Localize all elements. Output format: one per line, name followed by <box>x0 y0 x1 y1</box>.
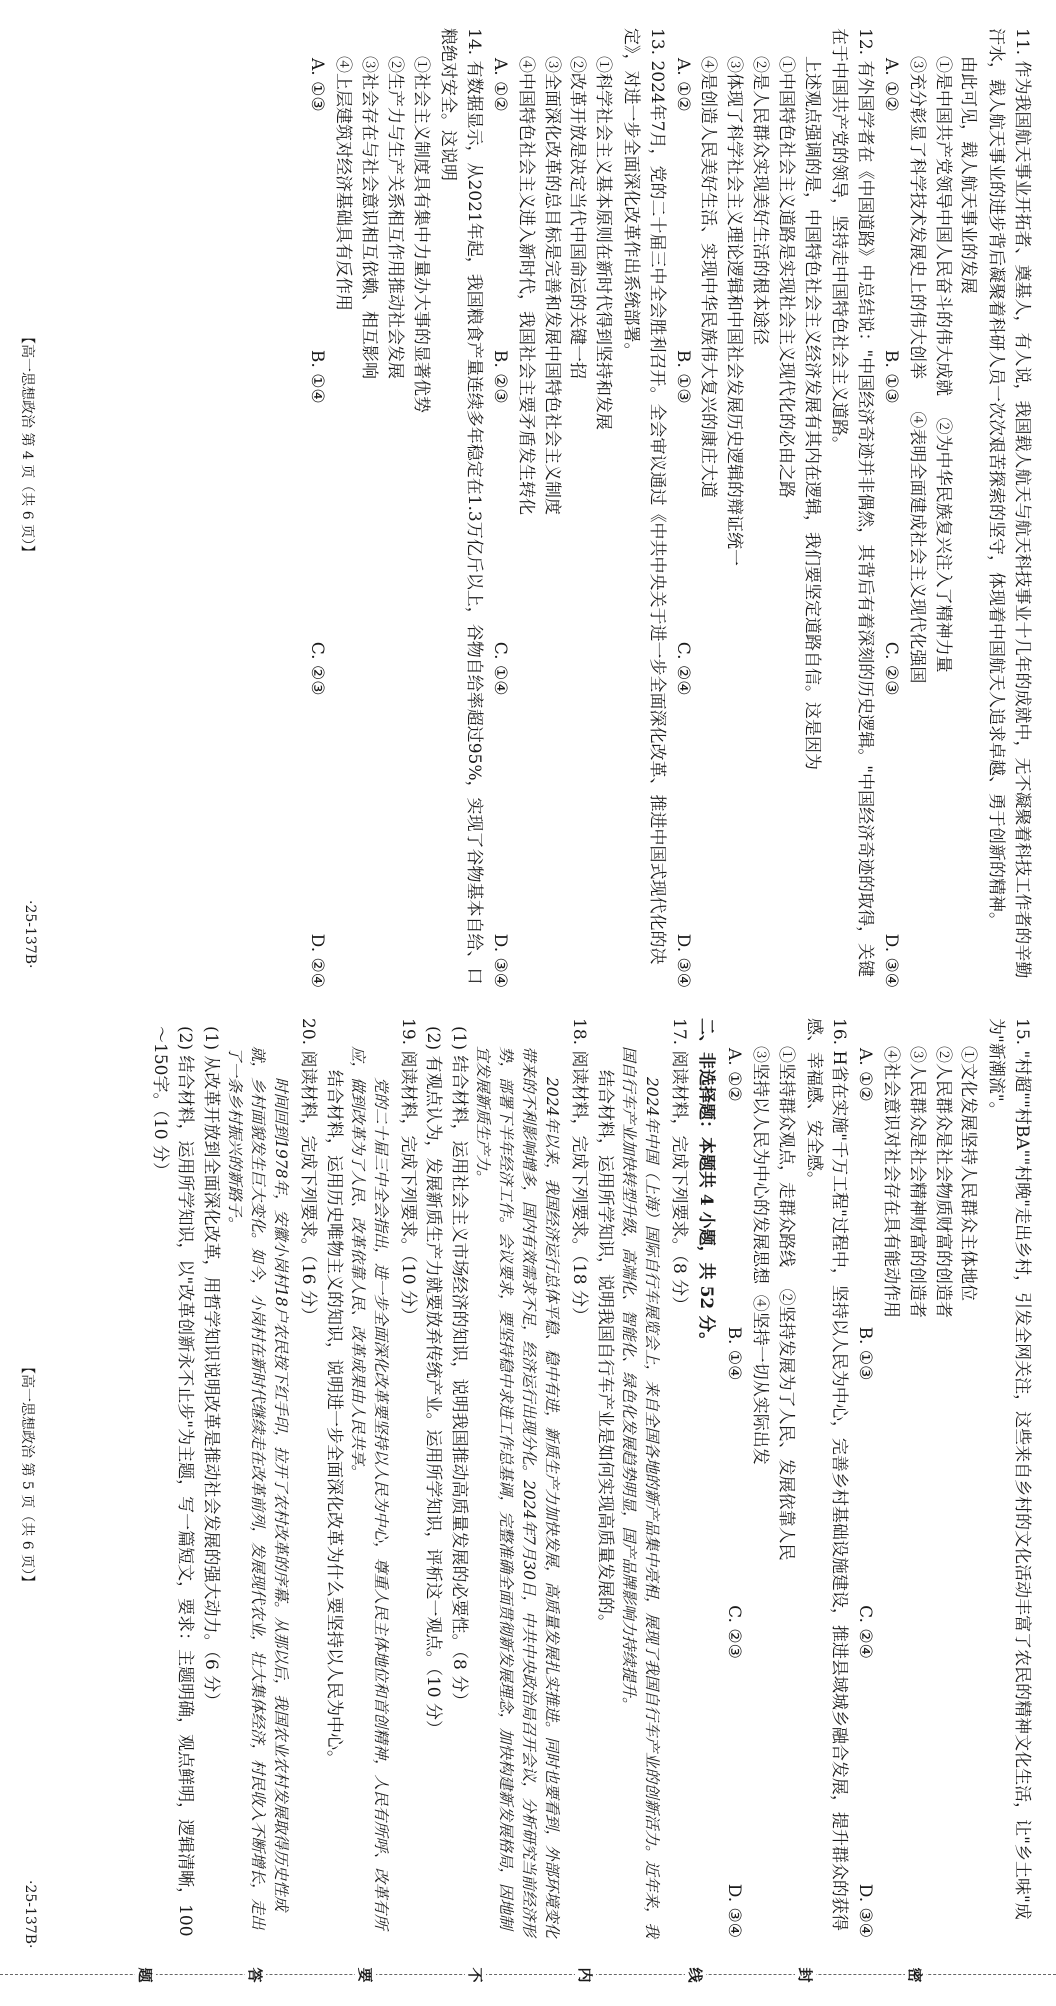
question-14-stem: 14. 有数据显示，从2021年起，我国粮食产量连续多年稳定在1.3万亿斤以上，谷物自给率超过95%，实现了谷物基本自给、口粮绝对安全。这说明 <box>438 28 485 985</box>
option-d[interactable]: D. ③④ <box>672 933 693 988</box>
question-18-stem: 18. 阅读材料，完成下列要求。（18 分） <box>569 1018 590 1324</box>
option-c[interactable]: C. ①④ <box>490 641 511 696</box>
question-18 <box>420 1018 591 1938</box>
option-b[interactable]: B. ②③ <box>490 349 511 404</box>
option-b[interactable]: B. ①③ <box>881 349 902 404</box>
question-11-line: ③充分彰显了科学技术发展史上的伟大创举 ④表明全面建成社会主义现代化强国 <box>906 56 927 684</box>
question-19-stem: 19. 阅读材料，完成下列要求。（10 分） <box>397 1018 418 1324</box>
option-a[interactable]: A. ①② <box>490 58 511 112</box>
option-c[interactable]: C. ②③ <box>307 641 328 696</box>
question-13-options <box>486 28 512 988</box>
question-17-stem: 17. 阅读材料，完成下列要求。（8 分） <box>668 1018 689 1314</box>
page-4-column <box>304 28 1034 988</box>
question-17 <box>591 1018 691 1938</box>
question-11 <box>877 28 1034 988</box>
question-16 <box>720 1018 851 1938</box>
question-16-options <box>720 1018 746 1938</box>
question-14-line: ①社会主义制度具有集中力量办大事的显著优势 <box>410 56 431 413</box>
option-d[interactable]: D. ③④ <box>490 933 511 988</box>
question-13-line: ②改革开放是决定当代中国命运的关键一招 <box>567 56 588 379</box>
option-c[interactable]: C. ②④ <box>855 1605 876 1659</box>
question-19-task: 结合材料，运用历史唯物主义的知识，说明进一步全面深化改革为什么要坚持以人民为中心。 <box>323 1070 344 1767</box>
question-14-line: ③社会存在与社会意识相互依赖、相互影响 <box>359 56 380 379</box>
question-14 <box>304 28 487 988</box>
question-15-line: ①文化发展坚持人民群众主体地位 <box>958 1046 979 1301</box>
question-17-task: 结合材料，运用所学知识，说明我国自行车产业是如何实现高质量发展的。 <box>594 1070 615 1631</box>
option-d[interactable]: D. ③④ <box>855 1883 876 1938</box>
question-12-stem: 12. 有外国学者在《中国道路》中总结说："中国经济奇迹并非偶然，其背后有着深刻的历史逻辑。"中国经济奇迹的取得，关键在于中国共产党的领导，坚持走中国特色社会主义道路。 <box>829 28 876 978</box>
question-18-task-1: (1) 结合材料，运用社会主义市场经济的知识，说明我国推动高质量发展的必要性。（8 分） <box>449 1026 470 1710</box>
question-12-line: ①中国特色社会主义道路是实现社会主义现代化的必由之路 <box>775 56 796 498</box>
option-b[interactable]: B. ①③ <box>855 1326 876 1381</box>
seal-char: 密 <box>906 1967 924 1983</box>
question-11-line: ①是中国共产党领导中国人民奋斗的伟大成就 ②为中华民族复兴注入了精神力量 <box>932 56 953 673</box>
question-14-line: ④上层建筑对经济基础具有反作用 <box>333 56 354 311</box>
page-5-column <box>146 1018 1034 1938</box>
question-12 <box>669 28 877 988</box>
seal-char: 封 <box>796 1967 814 1983</box>
question-12-line: ③体现了科学社会主义理论逻辑和中国社会发展历史逻辑的辩证统一 <box>724 56 745 566</box>
option-c[interactable]: C. ②③ <box>881 641 902 696</box>
question-13-line: ④中国特色社会主义进入新时代，我国社会主要矛盾发生转化 <box>515 56 536 515</box>
option-b[interactable]: B. ①③ <box>672 349 693 404</box>
option-c[interactable]: C. ②③ <box>724 1605 745 1659</box>
question-15-line: ④社会意识对社会存在具有能动作用 <box>881 1046 902 1318</box>
question-15-options <box>851 1018 877 1938</box>
option-a[interactable]: A. ①② <box>724 1048 745 1102</box>
question-11-options <box>877 28 903 988</box>
page-4-code: ·25-137B· <box>22 900 38 969</box>
option-b[interactable]: B. ①④ <box>307 349 328 404</box>
option-a[interactable]: A. ①③ <box>307 58 328 112</box>
question-13-stem: 13. 2024年7月，党的二十届三中全会胜利召开。全会审议通过《中共中央关于进一步全面深化改革、推进中国式现代化的决定》，对进一步全面深化改革作出系统部署。 <box>621 28 667 965</box>
seal-char: 题 <box>136 1967 154 1983</box>
question-12-line: ④是创造人民美好生活、实现中华民族伟大复兴的康庄大道 <box>698 56 719 498</box>
seal-char: 不 <box>466 1967 484 1983</box>
question-13 <box>486 28 669 988</box>
question-16-stem: 16. H省在实施"千万工程"过程中，坚持以人民为中心，完善乡村基础设施建设，推进县域城乡融合发展，提升群众的获得感、幸福感、安全感。 <box>803 1018 850 1931</box>
page-5-footer: 【高一思想政治 第 5 页（共 6 页）】 <box>19 1360 35 1590</box>
question-11-line: 由此可见，载人航天事业的发展 <box>958 56 979 294</box>
question-18-task-2: (2) 有观点认为，发展新质生产力就要放弃传统产业。运用所学知识，评析这一观点。（10 分） <box>423 1026 444 1738</box>
option-a[interactable]: A. ①② <box>881 58 902 112</box>
question-17-material: 2024年中国（上海）国际自行车展览会上，来自全国各地的新产品集中亮相，展现了我国自行车产业的创新活力。近年来，我国自行车产业加快转型升级，高端化、智能化、绿色化发展趋势明显，国产品牌影响力持续提升。 <box>619 1046 661 1938</box>
option-a[interactable]: A. ①② <box>672 58 693 112</box>
question-12-options <box>669 28 695 988</box>
question-15-line: ②人民群众是社会物质财富的创造者 <box>932 1046 953 1318</box>
question-12-line: ②是人民群众实现美好生活的根本途径 <box>750 56 771 345</box>
question-18-material: 2024年以来，我国经济运行总体平稳、稳中有进，新质生产力加快发展，高质量发展扎实推进。同时也要看到，外部环境变化带来的不利影响增多，国内有效需求不足，经济运行出现分化。2024年7月30日，中共中央政治局召开会议，分析研究当前经济形势，部署下半年经济工作。会议要求，要坚持稳中求进工作总基调，完整准确全面贯彻新发展理念，加快构建新发展格局，因地制宜发展新质生产力。 <box>474 1046 562 1938</box>
question-13-line: ③全面深化改革的总目标是完善和发展中国特色社会主义制度 <box>541 56 562 515</box>
question-14-line: ②生产力与生产关系相互作用推动社会发展 <box>384 56 405 379</box>
question-20-task-2: (2) 结合材料，运用所学知识，以"改革创新永不止步"为主题，写一篇短文，要求：主题明确，观点鲜明，逻辑清晰，100～150字。（10 分） <box>149 1026 196 1937</box>
page-4-footer: 【高一思想政治 第 4 页（共 6 页）】 <box>19 330 35 560</box>
question-11-stem: 11. 作为我国航天事业开拓者、奠基人，有人说，我国载人航天与航天科技事业十几年的成就中，无不凝聚着科技工作者的辛勤汗水，载人航天事业的进步背后凝聚着科研人员一次次艰苦探索的坚守，体现着中国航天人追求卓越、勇于创新的精神。 <box>986 28 1032 979</box>
seal-char: 线 <box>686 1967 704 1983</box>
option-c[interactable]: C. ②④ <box>672 641 693 696</box>
question-16-line: ①坚持群众观点，走群众路线 ②坚持发展为了人民、发展依靠人民 <box>775 1046 796 1561</box>
question-15 <box>851 1018 1034 1938</box>
question-13-line: ①科学社会主义基本原则在新时代得到坚持和发展 <box>593 56 614 430</box>
question-16-line: ③坚持以人民为中心的发展思想 ④坚持一切从实际出发 <box>750 1046 771 1465</box>
question-15-stem: 15. "村超""村BA""村晚"走出乡村，引发全网关注，这些来自乡村的文化活动丰富了农民的精神文化生活，让"乡土味"成为"新潮流"。 <box>986 1018 1032 1920</box>
question-14-options <box>304 28 330 988</box>
option-d[interactable]: D. ②④ <box>307 933 328 988</box>
option-d[interactable]: D. ③④ <box>724 1883 745 1938</box>
seal-line-rail <box>0 1952 1056 2002</box>
seal-char: 要 <box>356 1967 374 1983</box>
question-20-stem: 20. 阅读材料，完成下列要求。（16 分） <box>298 1018 319 1324</box>
option-d[interactable]: D. ③④ <box>881 933 902 988</box>
page-5-code: ·25-137B· <box>22 1880 38 1949</box>
question-20-material: 时间回到1978年，安徽小岗村18户农民按下红手印，拉开了农村改革的序幕。从那以后，我国农业农村发展取得历史性成就，乡村面貌发生巨大变化。如今，小岗村在新时代继续走在改革前列，发展现代农业，壮大集体经济，村民收入不断增长，走出了一条乡村振兴的新路子。 <box>226 1046 291 1930</box>
option-a[interactable]: A. ①② <box>855 1048 876 1102</box>
option-b[interactable]: B. ①④ <box>724 1326 745 1381</box>
question-19 <box>320 1018 420 1938</box>
question-20 <box>146 1018 320 1938</box>
seal-char: 内 <box>576 1967 594 1983</box>
question-19-material: 党的二十届三中全会指出，进一步全面深化改革要坚持以人民为中心，尊重人民主体地位和首创精神，人民有所呼、改革有所应，做到改革为了人民、改革依靠人民、改革成果由人民共享。 <box>348 1046 390 1930</box>
section-2-heading: 二、非选择题：本题共 4 小题，共 52 分。 <box>696 1018 717 1350</box>
question-12-line: 上述观点强调的是，中国特色社会主义经济发展有其内在逻辑，我们要坚定道路自信。这是因为 <box>801 56 822 770</box>
seal-line <box>0 1974 1056 1975</box>
question-15-line: ③人民群众是社会精神财富的创造者 <box>906 1046 927 1318</box>
question-20-task-1: (1) 从改革开放到全面深化改革，用哲学知识说明改革是推动社会发展的强大动力。（6 分） <box>201 1026 222 1710</box>
seal-char: 答 <box>246 1967 264 1983</box>
